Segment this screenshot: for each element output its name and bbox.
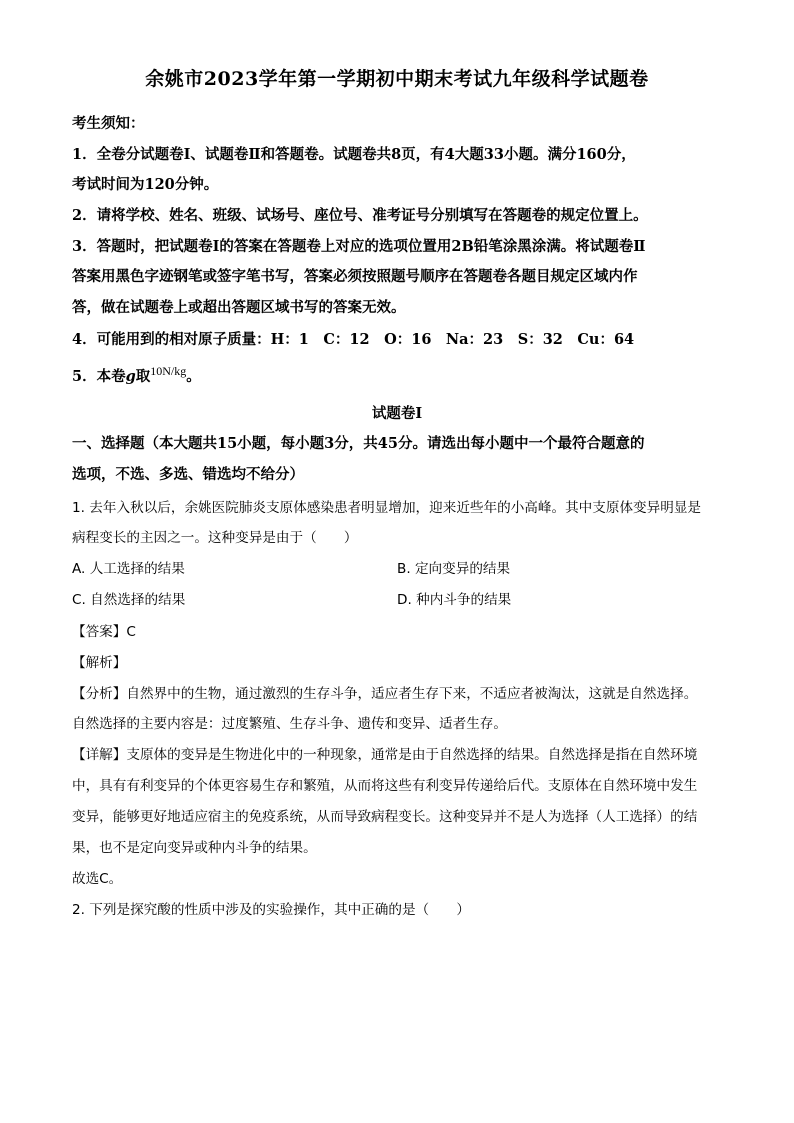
section-title: 试题卷Ⅰ — [371, 405, 423, 422]
notice-item-1a: 1．全卷分试题卷Ⅰ、试题卷Ⅱ和答题卷。试题卷共8页，有4大题33小题。满分160分， — [72, 146, 636, 163]
q1-xiangjie-a — [72, 743, 727, 763]
q1-xiangjie-d: 果，也不是定向变异或种内斗争的结果。 — [72, 840, 317, 856]
notice-item-3c: 答，做在试题卷上或超出答题区域书写的答案无效。 — [72, 299, 406, 316]
q1-conclusion: 故选C。 — [72, 871, 123, 887]
notice-item-4: 4．可能用到的相对原子质量：H：1 C：12 O：16 Na：23 S：32 Cu：64 — [72, 331, 635, 348]
gravity-symbol: g — [125, 368, 136, 385]
gravity-unit: 10N/kg — [150, 364, 187, 378]
answer-value: C — [126, 624, 136, 640]
notice-item-5 — [72, 364, 727, 386]
q1-option-d: D. 种内斗争的结果 — [397, 592, 512, 608]
q1-fenxi-a — [72, 682, 727, 702]
notice-item-3b: 答案用黑色字迹钢笔或签字笔书写，答案必须按照题号顺序在答题卷各题目规定区域内作 — [72, 268, 638, 285]
fenxi-text-a: 自然界中的生物，通过激烈的生存斗争，适应者生存下来，不适应者被淘汰，这就是自然选择。 — [126, 686, 698, 702]
q2-stem: 2. 下列是探究酸的性质中涉及的实验操作，其中正确的是（ ） — [72, 902, 470, 918]
xiangjie-label: 【详解】 — [72, 747, 127, 763]
q1-stem-a: 1. 去年入秋以后，余姚医院肺炎支原体感染患者明显增加，迎来近些年的小高峰。其中支原体变异明显是 — [72, 500, 702, 516]
notice-item-2: 2．请将学校、姓名、班级、试场号、座位号、准考证号分别填写在答题卷的规定位置上。 — [72, 207, 648, 224]
q1-option-a: A. 人工选择的结果 — [72, 561, 185, 577]
notice-item-3a: 3．答题时，把试题卷Ⅰ的答案在答题卷上对应的选项位置用2B铅笔涂黑涂满。将试题卷Ⅱ — [72, 238, 646, 255]
fenxi-label: 【分析】 — [72, 686, 127, 702]
notice-item-5-prefix: 5．本卷 — [72, 368, 126, 385]
notice-item-5-mid: 取 — [135, 368, 151, 385]
answer-label: 【答案】 — [72, 624, 127, 640]
xiangjie-text-a: 支原体的变异是生物进化中的一种现象，通常是由于自然选择的结果。自然选择是指在自然环境 — [126, 747, 698, 763]
q1-stem-b: 病程变长的主因之一。这种变异是由于（ ） — [72, 530, 358, 546]
notice-heading: 考生须知： — [72, 115, 145, 132]
notice-item-5-suffix: 。 — [186, 368, 201, 385]
q1-answer — [72, 620, 727, 640]
q1-analysis-label: 【解析】 — [72, 655, 127, 671]
section-heading-a: 一、选择题（本大题共15小题，每小题3分，共45分。请选出每小题中一个最符合题意的 — [72, 435, 645, 452]
section-heading-b: 选项，不选、多选、错选均不给分） — [72, 466, 304, 483]
q1-fenxi-b: 自然选择的主要内容是：过度繁殖、生存斗争、遗传和变异、适者生存。 — [72, 716, 507, 732]
notice-item-1b: 考试时间为120分钟。 — [72, 176, 219, 193]
q1-xiangjie-c: 变异，能够更好地适应宿主的免疫系统，从而导致病程变长。这种变异并不是人为选择（人工选择）的结 — [72, 809, 698, 825]
page-title: 余姚市2023学年第一学期初中期末考试九年级科学试题卷 — [145, 68, 649, 90]
q1-option-c: C. 自然选择的结果 — [72, 592, 186, 608]
q1-option-b: B. 定向变异的结果 — [397, 561, 511, 577]
q1-xiangjie-b: 中，具有有利变异的个体更容易生存和繁殖，从而将这些有利变异传递给后代。支原体在自然环境中发生 — [72, 778, 698, 794]
